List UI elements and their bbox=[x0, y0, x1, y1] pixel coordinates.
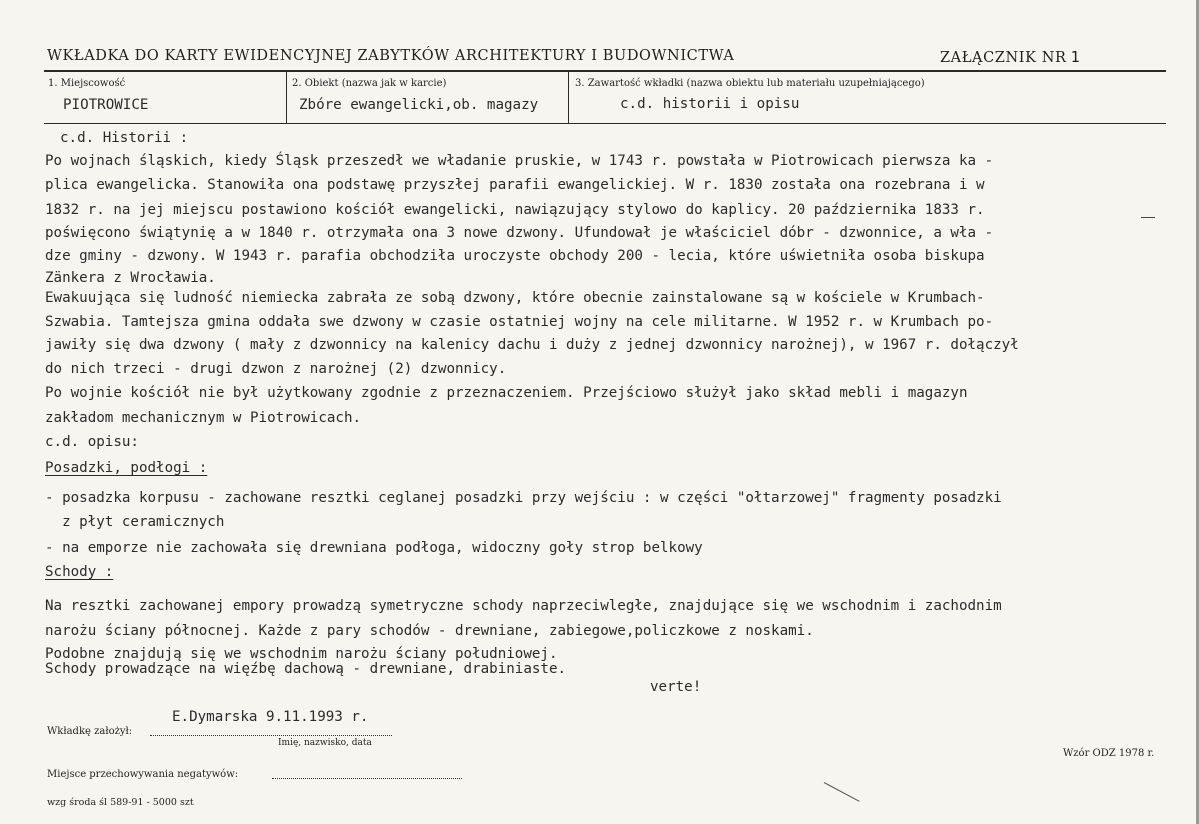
field-object-value: Zbóre ewangelicki,ob. magazy bbox=[299, 97, 539, 113]
text-line: plica ewangelicka. Stanowiła ona podstawę przyszłej parafii ewangelickiej. W r. 1830 została ona rozebrana i w bbox=[45, 177, 985, 193]
text-line: - na emporze nie zachowała się drewniana podłoga, widoczny goły strop belkowy bbox=[45, 540, 703, 556]
annex-label bbox=[940, 48, 1080, 66]
text-line: Schody prowadzące na więźbę dachową - drewniane, drabiniaste. bbox=[45, 661, 567, 677]
text-line: jawiły się dwa dzwony ( mały z dzwonnicy na kalenicy dachu i duży z jednej dzwonnicy narożnej), w 1967 r. dołączył bbox=[45, 337, 1019, 353]
form-title: WKŁADKA DO KARTY EWIDENCYJNEJ ZABYTKÓW ARCHITEKTURY I BUDOWNICTWA bbox=[47, 48, 735, 64]
header-rule-bottom bbox=[44, 123, 1166, 124]
text-line: - posadzka korpusu - zachowane resztki ceglanej posadzki przy wejściu : w części "ołtarzowej" fragmenty posadzki bbox=[45, 490, 1002, 506]
field-content-value: c.d. historii i opisu bbox=[620, 96, 800, 112]
field-content-label: 3. Zawartość wkładki (nazwa obiektu lub materiału uzupełniającego) bbox=[575, 78, 925, 89]
verte-note: verte! bbox=[650, 679, 702, 695]
header-rule-top bbox=[44, 70, 1166, 72]
field-locality-label: 1. Miejscowość bbox=[48, 78, 126, 89]
negatives-location-label: Miejsce przechowywania negatywów: bbox=[47, 769, 239, 780]
created-by-label: Wkładkę założył: bbox=[47, 726, 133, 737]
text-line: Podobne znajdują się we wschodnim narożu ściany południowej. bbox=[45, 646, 558, 662]
text-line: narożu ściany północnej. Każde z pary schodów - drewniane, zabiegowe,policzkowe z noskami. bbox=[45, 623, 814, 639]
text-line: dze gminy - dzwony. W 1943 r. parafia obchodziła uroczyste obchody 200 - lecia, które uświetniła osoba biskupa bbox=[45, 248, 985, 264]
subheading-floors: Posadzki, podłogi : bbox=[45, 460, 208, 476]
text-line: Po wojnach śląskich, kiedy Śląsk przeszedł we władanie pruskie, w 1743 r. powstała w Piotrowicach pierwsza ka - bbox=[45, 153, 994, 169]
subheading-stairs: Schody : bbox=[45, 564, 114, 580]
text-line: zakładom mechanicznym w Piotrowicach. bbox=[45, 410, 362, 426]
text-line: Po wojnie kościół nie był użytkowany zgodnie z przeznaczeniem. Przejściowo służył jako skład mebli i magazyn bbox=[45, 385, 968, 401]
text-line: 1832 r. na jej miejscu postawiono kościół ewangelicki, nawiązujący stylowo do kaplicy. 20 października 1833 r. bbox=[45, 202, 985, 218]
field-divider-2 bbox=[568, 71, 569, 123]
field-object-label: 2. Obiekt (nazwa jak w karcie) bbox=[292, 78, 447, 89]
created-by-caption: Imię, nazwisko, data bbox=[278, 738, 372, 748]
print-info: wzg środa śl 589-91 - 5000 szt bbox=[47, 797, 194, 808]
negatives-location-dotted-line bbox=[272, 778, 462, 779]
section-history-heading: c.d. Historii : bbox=[60, 130, 189, 146]
text-line: Ewakuująca się ludność niemiecka zabrała ze sobą dzwony, które obecnie zainstalowane są w kościele w Krumbach- bbox=[45, 290, 985, 306]
created-by-value: E.Dymarska 9.11.1993 r. bbox=[172, 709, 369, 725]
text-line: do nich trzeci - drugi dzwon z narożnej (2) dzwonnicy. bbox=[45, 361, 507, 377]
field-locality-value: PIOTROWICE bbox=[63, 97, 149, 113]
text-line: Szwabia. Tamtejsza gmina oddała swe dzwony w czasie ostatniej wojny na cele militarne. W 1952 r. w Krumbach po- bbox=[45, 314, 994, 330]
annex-label-text: ZAŁĄCZNIK NR bbox=[940, 50, 1067, 66]
text-line: Zänkera z Wrocławia. bbox=[45, 270, 216, 286]
text-line: poświęcono świątynię a w 1840 r. otrzymała ona 3 nowe dzwony. Ufundował je właściciel dóbr - dzwonnice, a wła - bbox=[45, 225, 994, 241]
form-code: Wzór ODZ 1978 r. bbox=[1063, 748, 1155, 759]
field-divider-1 bbox=[286, 71, 287, 123]
annex-number: 1 bbox=[1070, 48, 1081, 66]
section-description-heading: c.d. opisu: bbox=[45, 434, 139, 450]
text-line: z płyt ceramicznych bbox=[45, 514, 225, 530]
created-by-dotted-line bbox=[150, 735, 392, 736]
pen-stroke bbox=[824, 782, 860, 802]
margin-mark bbox=[1141, 217, 1155, 218]
text-line: Na resztki zachowanej empory prowadzą symetryczne schody naprzeciwległe, znajdujące się we wschodnim i zachodnim bbox=[45, 598, 1002, 614]
